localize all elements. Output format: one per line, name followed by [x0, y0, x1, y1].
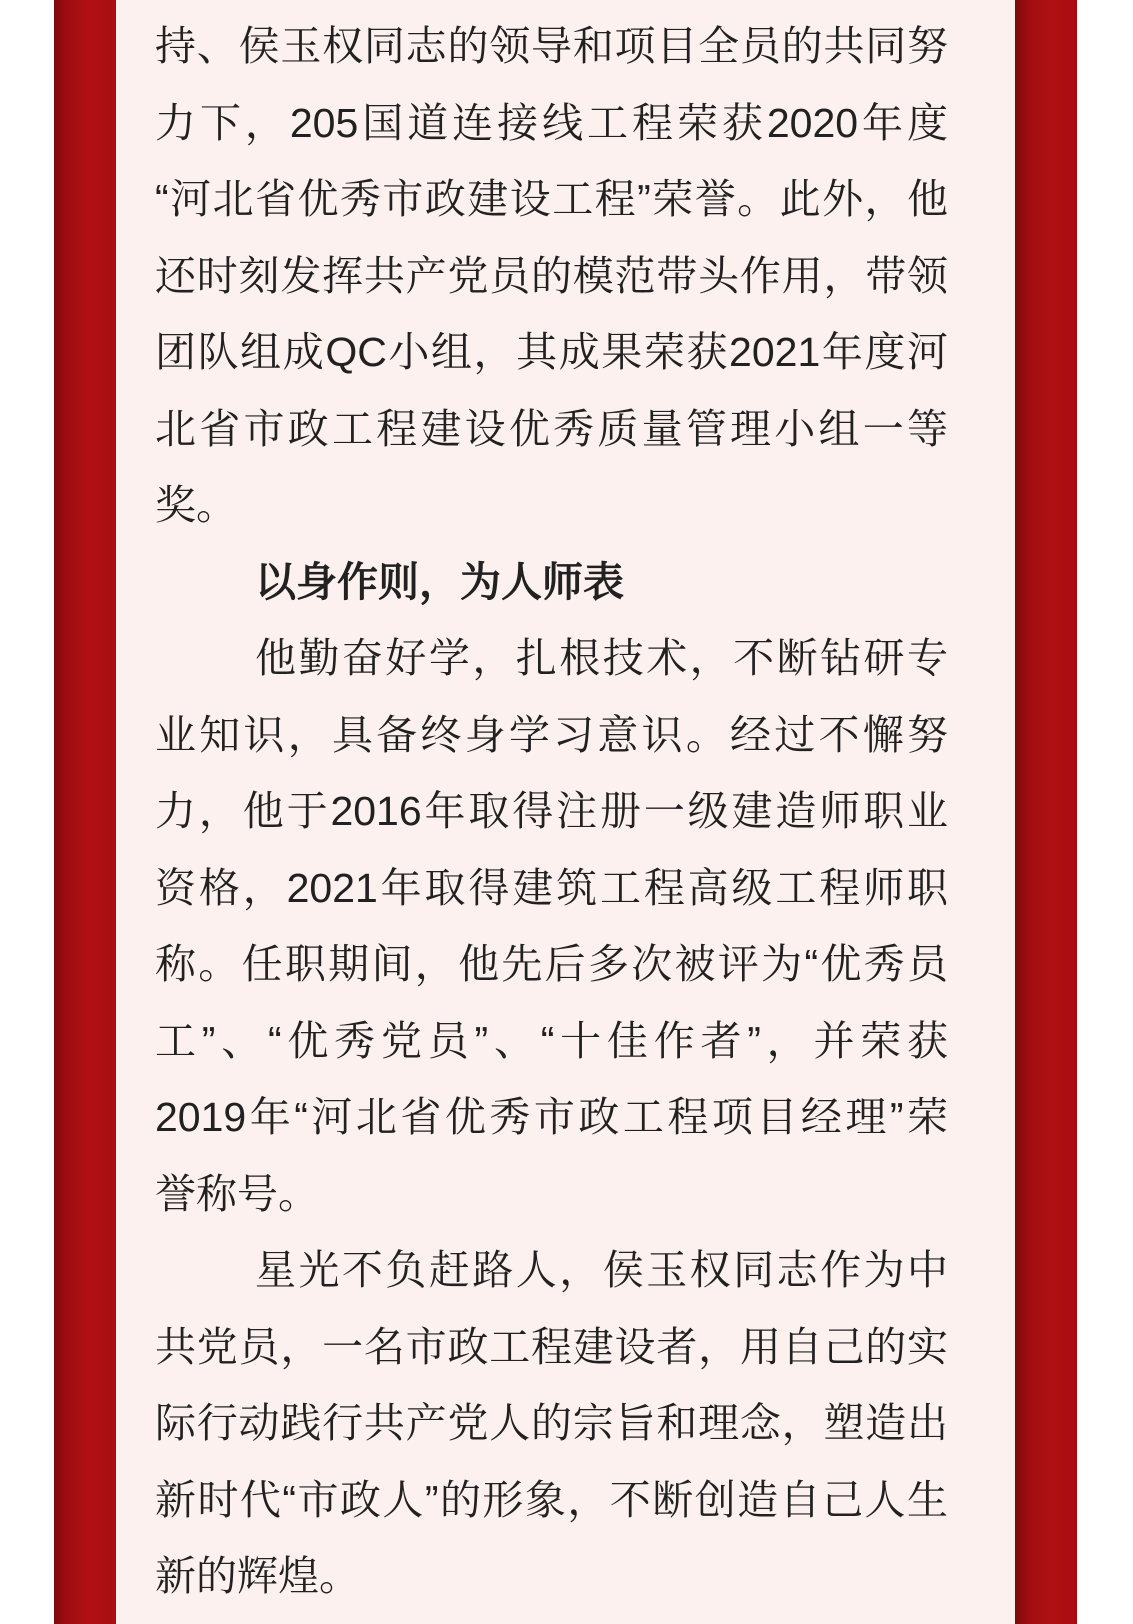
right-red-border-bar — [1015, 0, 1077, 1624]
text-line: 团队组成QC小组，其成果荣获2021年度河 — [155, 329, 948, 375]
text-line: “河北省优秀市政建设工程”荣誉。此外，他 — [155, 176, 948, 222]
text-line: 誉称号。 — [155, 1170, 319, 1217]
text-line: 力，他于2016年取得注册一级建造师职业 — [155, 788, 948, 834]
article-body — [116, 0, 1015, 1624]
text-line: 工”、“优秀党员”、“十佳作者”，并荣获 — [155, 1017, 948, 1064]
section-heading: 以身作则，为人师表 — [255, 558, 624, 605]
text-line: 力下，205国道连接线工程荣获2020年度 — [155, 99, 948, 146]
text-line: 资格，2021年取得建筑工程高级工程师职 — [155, 864, 948, 911]
text-line: 新时代“市政人”的形象，不断创造自己人生 — [155, 1476, 948, 1523]
text-line: 星光不负赶路人，侯玉权同志作为中 — [255, 1247, 948, 1293]
text-line: 称。任职期间，他先后多次被评为“优秀员 — [155, 941, 948, 987]
text-line: 际行动践行共产党人的宗旨和理念，塑造出 — [155, 1400, 948, 1446]
text-line: 共党员，一名市政工程建设者，用自己的实 — [155, 1323, 948, 1370]
left-red-border-bar — [54, 0, 116, 1624]
text-line: 2019年“河北省优秀市政工程项目经理”荣 — [155, 1094, 948, 1140]
text-line: 业知识，具备终身学习意识。经过不懈努 — [155, 711, 948, 758]
text-line: 持、侯玉权同志的领导和项目全员的共同努 — [155, 23, 948, 69]
text-line: 他勤奋好学，扎根技术，不断钻研专 — [255, 635, 948, 681]
text-line: 新的辉煌。 — [155, 1553, 360, 1599]
text-line: 还时刻发挥共产党员的模范带头作用，带领 — [155, 252, 948, 299]
text-line: 奖。 — [155, 482, 237, 528]
text-line: 北省市政工程建设优秀质量管理小组一等 — [155, 405, 948, 452]
